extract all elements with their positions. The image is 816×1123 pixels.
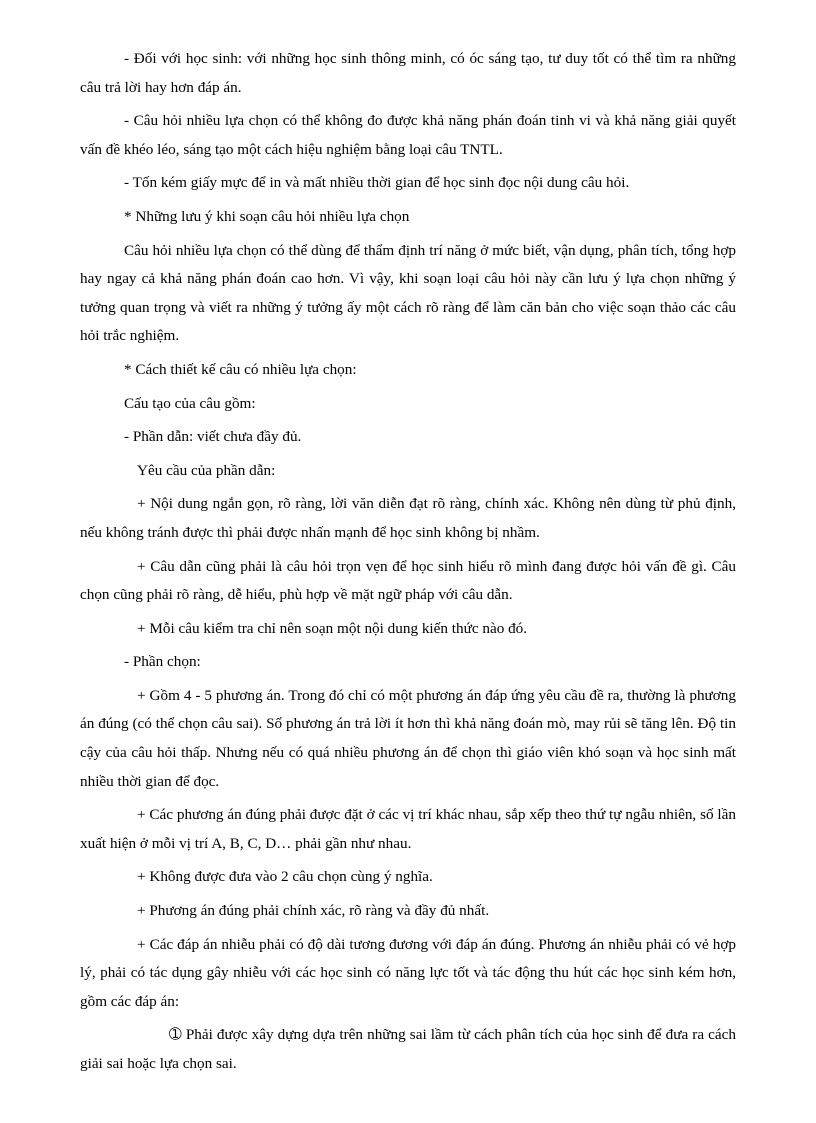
paragraph-p1: - Đối với học sinh: với những học sinh thông minh, có óc sáng tạo, tư duy tốt có thể tìm ra những câu trả lời hay hơn đáp án.	[80, 50, 736, 96]
paragraph-p3: - Tốn kém giấy mực để in và mất nhiều thời gian để học sinh đọc nội dung câu hỏi.	[124, 174, 630, 192]
document-body	[80, 45, 736, 1084]
paragraph-p8: - Phần dẫn: viết chưa đầy đủ.	[124, 428, 302, 446]
paragraph-p14: + Gồm 4 - 5 phương án. Trong đó chỉ có một phương án đáp ứng yêu cầu đề ra, thường là phương án đúng (có thể chọn câu sai). Số phương án trả lời ít hơn thì khả năng đoán mò, may rủi sẽ tăng lên. Độ tin cậy của câu hỏi thấp. Nhưng nếu có quá nhiều phương án để chọn thì giáo viên khó soạn và học sinh mất nhiều thời gian để đọc.	[80, 686, 736, 790]
paragraph-p6: * Cách thiết kế câu có nhiều lựa chọn:	[124, 360, 357, 378]
paragraph-p11: + Câu dẫn cũng phải là câu hỏi trọn vẹn để học sinh hiểu rõ mình đang được hỏi vấn đề gì. Câu chọn cũng phải rõ ràng, dễ hiểu, phù hợp về mặt ngữ pháp với câu dẫn.	[80, 557, 736, 604]
paragraph-p18: + Các đáp án nhiễu phải có độ dài tương đương với đáp án đúng. Phương án nhiễu phải có vẻ hợp lý, phải có tác dụng gây nhiễu với các học sinh có năng lực tốt và tác động thu hút các học sinh kém hơn, gồm các đáp án:	[80, 935, 736, 1010]
paragraph-p5: Câu hỏi nhiều lựa chọn có thể dùng để thẩm định trí năng ở mức biết, vận dụng, phân tích, tổng hợp hay ngay cả khả năng phán đoán cao hơn. Vì vậy, khi soạn loại câu hỏi này cần lưu ý lựa chọn những ý tưởng quan trọng và viết ra những ý tưởng ấy một cách rõ ràng để làm căn bản cho việc soạn thảo các câu hỏi trắc nghiệm.	[80, 241, 736, 345]
paragraph-p17: + Phương án đúng phải chính xác, rõ ràng và đầy đủ nhất.	[137, 902, 490, 920]
paragraph-p13: - Phần chọn:	[124, 653, 201, 671]
paragraph-p15: + Các phương án đúng phải được đặt ở các vị trí khác nhau, sắp xếp theo thứ tự ngẫu nhiên, số lần xuất hiện ở mỗi vị trí A, B, C, D… phải gần như nhau.	[80, 806, 736, 852]
paragraph-p9: Yêu cầu của phần dẫn:	[137, 461, 276, 479]
paragraph-p2: - Câu hỏi nhiều lựa chọn có thể không đo được khả năng phán đoán tinh vi và khả năng giải quyết vấn đề khéo léo, sáng tạo một cách hiệu nghiệm bằng loại câu TNTL.	[80, 112, 736, 158]
paragraph-p12: + Mỗi câu kiểm tra chỉ nên soạn một nội dung kiến thức nào đó.	[137, 619, 528, 637]
paragraph-p7: Cấu tạo của câu gồm:	[124, 394, 256, 412]
paragraph-p19: ➀ Phải được xây dựng dựa trên những sai lầm từ cách phân tích của học sinh để đưa ra cách giải sai hoặc lựa chọn sai.	[80, 1026, 736, 1072]
paragraph-p16: + Không được đưa vào 2 câu chọn cùng ý nghĩa.	[137, 868, 433, 886]
paragraph-p4: * Những lưu ý khi soạn câu hỏi nhiều lựa chọn	[124, 207, 410, 225]
paragraph-p10: + Nội dung ngắn gọn, rõ ràng, lời văn diễn đạt rõ ràng, chính xác. Không nên dùng từ phủ định, nếu không tránh được thì phải được nhấn mạnh để học sinh không bị nhầm.	[80, 495, 736, 541]
